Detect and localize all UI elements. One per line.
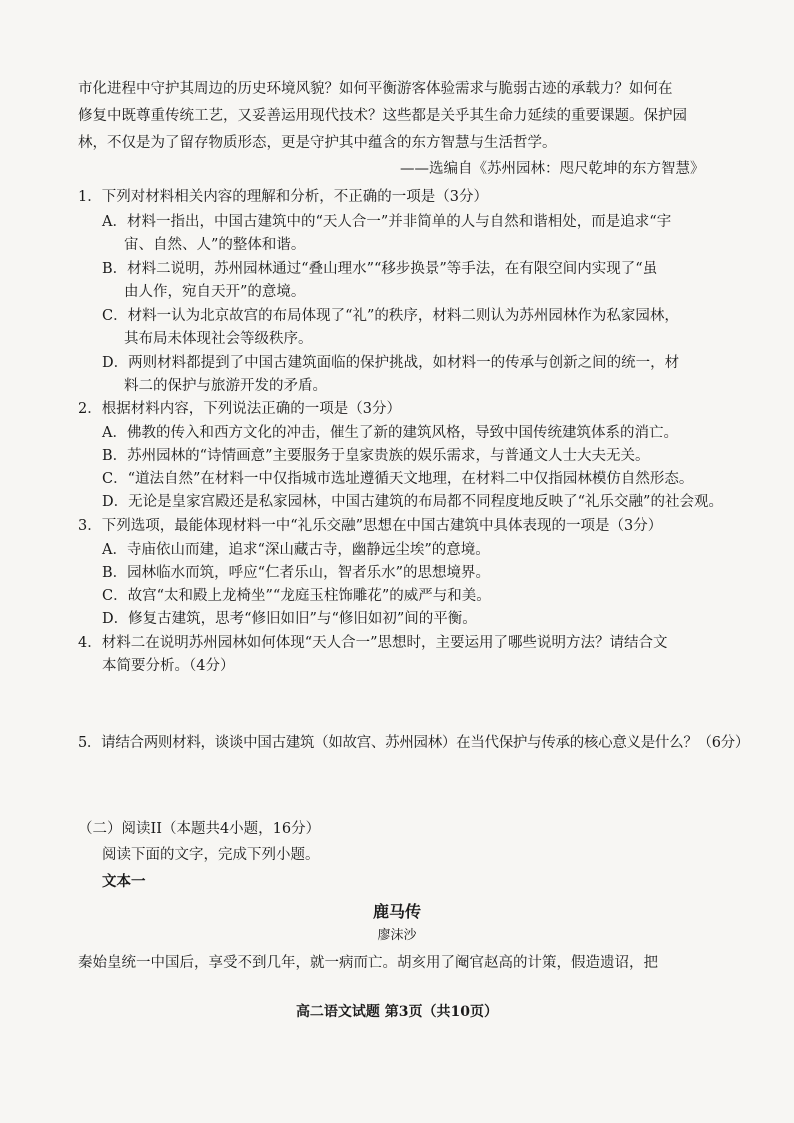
text-label: 文本一 <box>102 873 146 890</box>
intro-line-1: 市化进程中守护其周边的历史环境风貌？如何平衡游客体验需求与脆弱古迹的承载力？如何在 <box>78 81 673 97</box>
question-4-stem-line1: 4．材料二在说明苏州园林如何体现“天人合一”思想时，主要运用了哪些说明方法？请结合文 <box>78 635 668 651</box>
question-3-stem: 3．下列选项，最能体现材料一中“礼乐交融”思想在中国古建筑中具体表现的一项是（3分） <box>78 518 663 534</box>
q2-option-b: B．苏州园林的“诗情画意”主要服务于皇家贵族的娱乐需求，与普通文人士大夫无关。 <box>102 448 650 464</box>
question-4-stem-line2: 本简要分析。（4分） <box>102 658 235 674</box>
q1-option-c-line2: 其布局未体现社会等级秩序。 <box>124 331 313 347</box>
q2-option-a: A．佛教的传入和西方文化的冲击，催生了新的建筑风格，导致中国传统建筑体系的消亡。 <box>102 425 678 441</box>
q1-option-d-line1: D．两则材料都提到了中国古建筑面临的保护挑战，如材料一的传承与创新之间的统一，材 <box>102 355 680 371</box>
article-first-line: 秦始皇统一中国后，享受不到几年，就一病而亡。胡亥用了阉官赵高的计策，假造遗诏，把 <box>78 955 658 971</box>
intro-line-3: 林，不仅是为了留存物质形态，更是守护其中蕴含的东方智慧与生活哲学。 <box>78 135 557 151</box>
question-5-stem: 5．请结合两则材料，谈谈中国古建筑（如故宫、苏州园林）在当代保护与传承的核心意义是什么？（6分） <box>78 735 750 751</box>
q3-option-b: B．园林临水而筑，呼应“仁者乐山，智者乐水”的思想境界。 <box>102 565 490 581</box>
source-citation: ——选编自《苏州园林：咫尺乾坤的东方智慧》 <box>400 161 705 177</box>
q2-option-d: D．无论是皇家宫殿还是私家园林，中国古建筑的布局都不同程度地反映了“礼乐交融”的社会观。 <box>102 494 723 510</box>
q1-option-b-line1: B．材料二说明，苏州园林通过“叠山理水”“移步换景”等手法，在有限空间内实现了“虽 <box>102 261 658 277</box>
question-1-stem: 1．下列对材料相关内容的理解和分析，不正确的一项是（3分） <box>78 189 488 205</box>
question-2-stem: 2．根据材料内容，下列说法正确的一项是（3分） <box>78 401 401 417</box>
q3-option-c: C．故宫“太和殿上龙椅坐”“龙庭玉柱饰雕花”的威严与和美。 <box>102 588 491 604</box>
page-footer: 高二语文试题 第3页（共10页） <box>295 1004 499 1020</box>
q3-option-a: A．寺庙依山而建，追求“深山藏古寺，幽静远尘埃”的意境。 <box>102 542 490 558</box>
q1-option-d-line2: 料二的保护与旅游开发的矛盾。 <box>124 378 327 394</box>
q2-option-c: C．“道法自然”在材料一中仅指城市选址遵循天文地理，在材料二中仅指园林模仿自然形态。 <box>102 471 694 487</box>
section-2-instruction: 阅读下面的文字，完成下列小题。 <box>102 847 320 863</box>
q1-option-a-line2: 宙、自然、人”的整体和谐。 <box>124 237 306 253</box>
section-2-heading: （二）阅读II（本题共4小题，16分） <box>78 821 321 837</box>
article-title: 鹿马传 <box>372 902 421 921</box>
q1-option-a-line1: A．材料一指出，中国古建筑中的“天人合一”并非简单的人与自然和谐相处，而是追求“宇 <box>102 214 672 230</box>
q3-option-d: D．修复古建筑，思考“修旧如旧”与“修旧如初”间的平衡。 <box>102 611 477 627</box>
intro-line-2: 修复中既尊重传统工艺，又妥善运用现代技术？这些都是关乎其生命力延续的重要课题。保护园 <box>78 108 687 124</box>
q1-option-c-line1: C．材料一认为北京故宫的布局体现了“礼”的秩序，材料二则认为苏州园林作为私家园林， <box>102 308 679 324</box>
q1-option-b-line2: 由人作，宛自天开”的意境。 <box>124 284 306 300</box>
article-author: 廖沫沙 <box>377 928 417 943</box>
